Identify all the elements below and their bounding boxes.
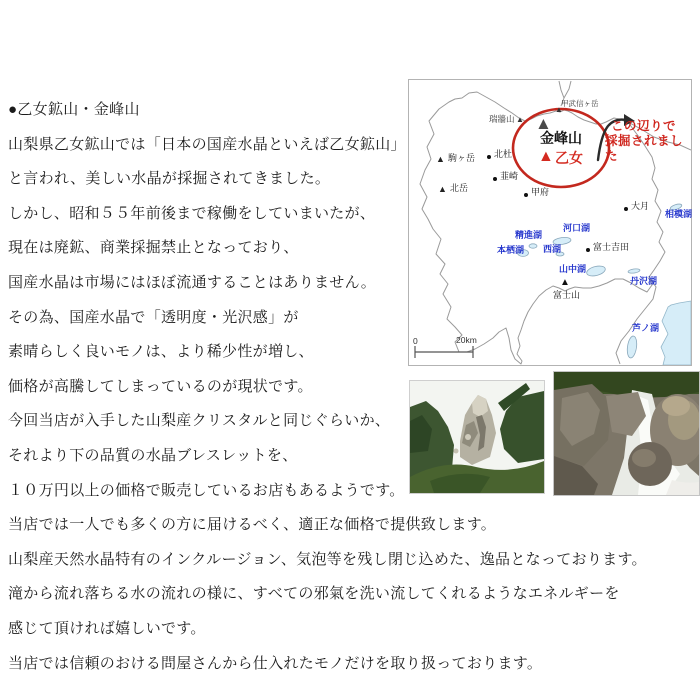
city-label: 大月 bbox=[631, 201, 650, 211]
photo-shosenkyo-gorge bbox=[409, 380, 545, 494]
city-dot-icon bbox=[586, 248, 590, 252]
yamanashi-map bbox=[408, 79, 692, 366]
mountain-triangle-icon: ▲ bbox=[436, 154, 445, 164]
sea-area bbox=[661, 301, 691, 365]
mountain-label: 乙女 bbox=[555, 150, 583, 166]
text-line: それより下の品質の水晶ブレスレットを、 bbox=[8, 446, 298, 464]
text-line: 山梨県乙女鉱山では「日本の国産水晶といえば乙女鉱山」 bbox=[8, 135, 406, 153]
photo-rocky-stream bbox=[553, 371, 700, 496]
mountain-label: 駒ヶ岳 bbox=[448, 153, 476, 163]
annotation-line-2: 採掘されました bbox=[605, 134, 684, 163]
mountain-label: 甲武信ヶ岳 bbox=[561, 99, 599, 108]
scale-bar bbox=[415, 346, 473, 358]
city-label: 甲府 bbox=[531, 187, 550, 197]
mountain-triangle-icon: ▲ bbox=[438, 184, 447, 194]
text-line: その為、国産水晶で「透明度・光沢感」が bbox=[8, 308, 299, 326]
mountain-label: 金峰山 bbox=[540, 130, 582, 146]
text-line: 今回当店が入手した山梨産クリスタルと同じぐらいか、 bbox=[8, 412, 391, 430]
text-line: 当店では信頼のおける問屋さんから仕入れたモノだけを取り扱っております。 bbox=[8, 654, 543, 672]
mountain-label: 瑞牆山 bbox=[489, 114, 515, 124]
map-annotation bbox=[605, 119, 691, 164]
gorge-photo-drawing bbox=[410, 381, 544, 493]
lake-label: 精進湖 bbox=[515, 230, 543, 240]
lake-label: 本栖湖 bbox=[497, 245, 525, 255]
text-line: 価格が高騰してしまっているのが現状です。 bbox=[8, 377, 313, 395]
city-label: 北杜 bbox=[494, 149, 513, 159]
mountain-triangle-icon: ▲ bbox=[538, 148, 554, 165]
text-line: 山梨産天然水晶特有のインクルージョン、気泡等を残し閉じ込めた、逸品となっております。 bbox=[8, 550, 647, 568]
lake-label: 山中湖 bbox=[559, 264, 587, 274]
mountain-label: 北岳 bbox=[450, 183, 469, 193]
stream-photo-drawing bbox=[554, 372, 699, 495]
text-line: と言われ、美しい水晶が採掘されてきました。 bbox=[8, 170, 331, 188]
mountain-triangle-icon: ▲ bbox=[555, 105, 563, 114]
text-line: 当店では一人でも多くの方に届けるべく、適正な価格で提供致します。 bbox=[8, 516, 497, 534]
text-line: １０万円以上の価格で販売しているお店もあるようです。 bbox=[8, 481, 405, 499]
article-heading: ●乙女鉱山・金峰山 bbox=[8, 101, 140, 118]
city-dot-icon bbox=[524, 193, 528, 197]
lake-label: 芦ノ湖 bbox=[632, 323, 660, 333]
text-line: 感じて頂ければ嬉しいです。 bbox=[8, 619, 206, 637]
text-line: 現在は廃鉱、商業採掘禁止となっており、 bbox=[8, 239, 299, 257]
annotation-line-1: この辺りで bbox=[611, 119, 677, 133]
mountain-triangle-icon: ▲ bbox=[516, 115, 524, 124]
city-dot-icon bbox=[487, 155, 491, 159]
mountain-triangle-icon: ▲ bbox=[560, 277, 570, 288]
lake-label: 西湖 bbox=[543, 244, 562, 254]
scale-zero-label: 0 bbox=[413, 336, 418, 346]
text-line: 素晴らしく良いモノは、より稀少性が増し、 bbox=[8, 343, 314, 361]
mountain-label: 富士山 bbox=[553, 290, 581, 300]
city-dot-icon bbox=[493, 177, 497, 181]
lake-shapes bbox=[518, 203, 683, 359]
scale-20km-label: 20km bbox=[456, 335, 477, 345]
text-line: 国産水晶は市場にはほぼ流通することはありません。 bbox=[8, 273, 377, 291]
city-dot-icon bbox=[624, 207, 628, 211]
mining-area-circle bbox=[513, 109, 609, 187]
city-label: 韮崎 bbox=[500, 171, 519, 181]
lake-label: 相模湖 bbox=[665, 209, 693, 219]
city-label: 富士吉田 bbox=[593, 242, 630, 252]
mountain-triangle-icon: ▲ bbox=[535, 114, 552, 133]
lake-label: 丹沢湖 bbox=[630, 276, 658, 286]
lake-label: 河口湖 bbox=[563, 223, 591, 233]
text-line: 滝から流れ落ちる水の流れの様に、すべての邪氣を洗い流してくれるようなエネルギーを bbox=[8, 585, 620, 603]
text-line: しかし、昭和５５年前後まで稼働をしていまいたが、 bbox=[8, 204, 376, 222]
